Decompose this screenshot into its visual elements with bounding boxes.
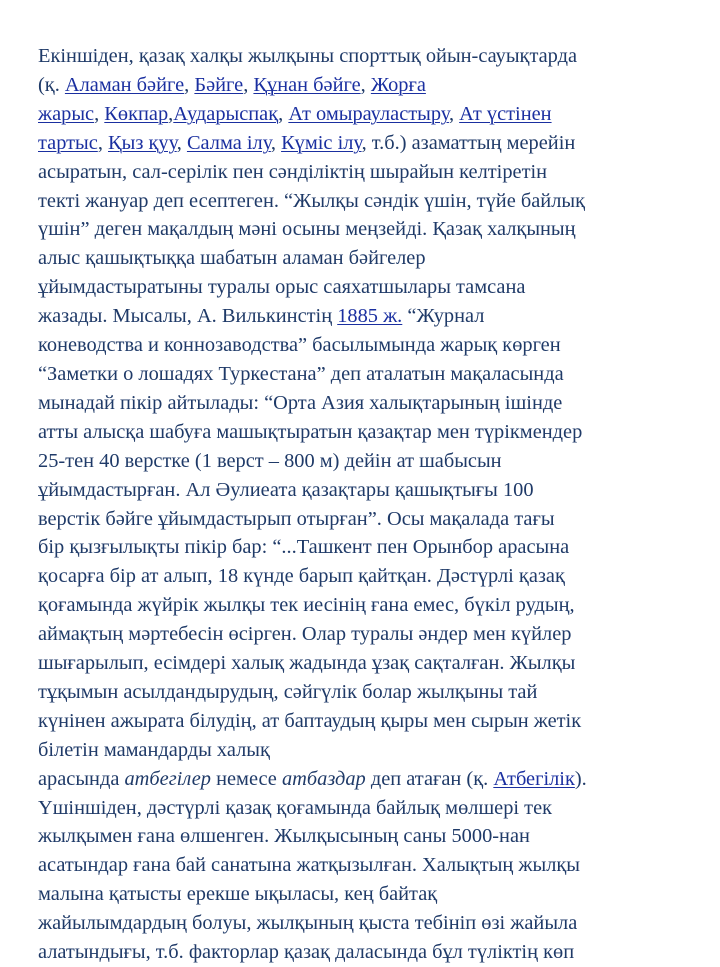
text-run: , [97, 131, 109, 154]
article-link[interactable]: Атбегілік [493, 767, 575, 790]
text-line [38, 244, 698, 273]
text-line [38, 822, 698, 851]
text-run: үшін” деген мақалдың мәні осыны меңзейді. Қазақ халқының [38, 218, 576, 241]
text-run: күнінен ажырата білудің, ат баптаудың қыры мен сырын жетік [38, 709, 582, 732]
article-link[interactable]: Жорға [370, 73, 426, 96]
text-run: малына қатысты ерекше ықыласы, кең байтақ [38, 883, 438, 906]
text-run: , [184, 73, 195, 96]
text-line [38, 158, 698, 187]
article-link[interactable]: тартыс [38, 131, 98, 154]
text-run: верстік бәйге ұйымдастырып отырған”. Осы мақалада тағы [38, 507, 555, 530]
text-run: ). [574, 767, 587, 790]
text-line [38, 649, 698, 678]
article-link[interactable]: Аударыспақ [173, 102, 279, 125]
text-line [38, 794, 698, 823]
text-line [38, 42, 698, 71]
text-run: , [176, 131, 187, 154]
article-link[interactable]: Күміс ілу [281, 131, 362, 154]
text-run: бір қызғылықты пікір бар: “...Ташкент пен Орынбор арасына [38, 536, 570, 559]
text-line [38, 505, 698, 534]
article-link[interactable]: 1885 ж. [337, 305, 403, 328]
text-line [38, 215, 698, 244]
text-line [38, 71, 698, 100]
text-line [38, 187, 698, 216]
text-run: Үшіншіден, дәстүрлі қазақ қоғамында байлық мөлшері тек [38, 796, 553, 819]
article-link[interactable]: жарыс [38, 102, 95, 125]
text-line [38, 851, 698, 880]
text-run: ұйымдастыратыны туралы орыс саяхатшылары тамсана [38, 276, 526, 299]
text-run: асыратын, сал-серілік пен сәнділіктің шырайын келтіретін [38, 160, 548, 183]
text-run: қоғамында жүйрік жылқы тек иесінің ғана емес, бүкіл рудың, [38, 594, 575, 617]
article-link[interactable]: Бәйге [194, 73, 244, 96]
italic-term: атбаздар [281, 767, 366, 790]
text-run: коневодства и коннозаводства” басылымында жарық көрген [38, 334, 561, 357]
text-line [38, 360, 698, 389]
text-line [38, 273, 698, 302]
italic-term: атбегілер [124, 767, 211, 790]
text-line [38, 533, 698, 562]
text-run: , т.б.) азаматтың мерейін [361, 131, 576, 154]
article-link[interactable]: Көкпар [104, 102, 169, 125]
text-run: 25-тен 40 верстке (1 верст – 800 м) дейін ат шабысын [38, 449, 502, 472]
text-line [38, 678, 698, 707]
text-run: , [360, 73, 371, 96]
article-link[interactable]: Құнан бәйге [253, 73, 361, 96]
text-run: жазады. Мысалы, А. Вилькинстің [38, 305, 338, 328]
text-run: деп атаған (қ. [365, 767, 494, 790]
article-link[interactable]: Салма ілу [186, 131, 271, 154]
text-run: ұйымдастырған. Ал Әулиеата қазақтары қашықтығы 100 [38, 478, 534, 501]
text-run: “Журнал [402, 305, 485, 328]
text-run: аймақтың мәртебесін өсірген. Олар туралы әндер мен күйлер [38, 623, 572, 646]
text-run: , [243, 73, 254, 96]
article-link[interactable]: Ат омырауластыру [288, 102, 449, 125]
text-run: текті жануар деп есептеген. “Жылқы сәндік үшін, түйе байлық [38, 189, 585, 212]
text-line [38, 100, 698, 129]
text-run: (қ. [38, 73, 65, 96]
text-line [38, 476, 698, 505]
text-line [38, 938, 698, 967]
text-run: шығарылып, есімдері халық жадында ұзақ сақталған. Жылқы [38, 652, 576, 675]
text-line [38, 562, 698, 591]
article-link[interactable]: Ат үстінен [459, 102, 552, 125]
text-run: тұқымын асылдандырудың, сәйгүлік болар жылқыны тай [38, 680, 538, 703]
article-body [38, 42, 698, 967]
text-run: мынадай пікір айтылады: “Орта Азия халықтарының ішінде [38, 391, 563, 414]
text-run: қосарға бір ат алып, 18 күнде барып қайтқан. Дәстүрлі қазақ [38, 565, 565, 588]
text-line [38, 909, 698, 938]
text-line [38, 302, 698, 331]
text-line [38, 880, 698, 909]
article-link[interactable]: Аламан бәйге [64, 73, 185, 96]
text-line [38, 591, 698, 620]
text-run: “Заметки о лошадях Туркестана” деп аталатын мақаласында [38, 362, 564, 385]
text-run: жылқымен ғана өлшенген. Жылқысының саны 5000-нан [38, 825, 530, 848]
text-run: асатындар ғана бай санатына жатқызылған. Халықтың жылқы [38, 854, 580, 877]
text-line [38, 765, 698, 794]
text-run: алыс қашықтыққа шабатын аламан бәйгелер [38, 247, 426, 270]
text-run: жайылымдардың болуы, жылқының қыста тебініп өзі жайыла [38, 912, 578, 935]
text-line [38, 620, 698, 649]
text-line [38, 129, 698, 158]
text-line [38, 736, 698, 765]
text-run: , [168, 102, 174, 125]
text-line [38, 447, 698, 476]
text-run: атты алысқа шабуға машықтыратын қазақтар мен түрікмендер [38, 420, 583, 443]
text-run: , [448, 102, 460, 125]
text-line [38, 331, 698, 360]
text-run: немесе [210, 767, 282, 790]
text-run: , [94, 102, 105, 125]
text-line [38, 418, 698, 447]
text-line [38, 389, 698, 418]
text-run: , [278, 102, 289, 125]
text-run: алатындығы, т.б. факторлар қазақ даласында бұл түліктің көп [38, 941, 575, 964]
text-run: білетін мамандарды халық [38, 738, 270, 761]
text-run: арасында [38, 767, 125, 790]
article-link[interactable]: Қыз қуу [108, 131, 177, 154]
text-run: , [270, 131, 282, 154]
text-line [38, 707, 698, 736]
text-run: Екіншіден, қазақ халқы жылқыны спорттық ойын-сауықтарда [38, 45, 578, 67]
